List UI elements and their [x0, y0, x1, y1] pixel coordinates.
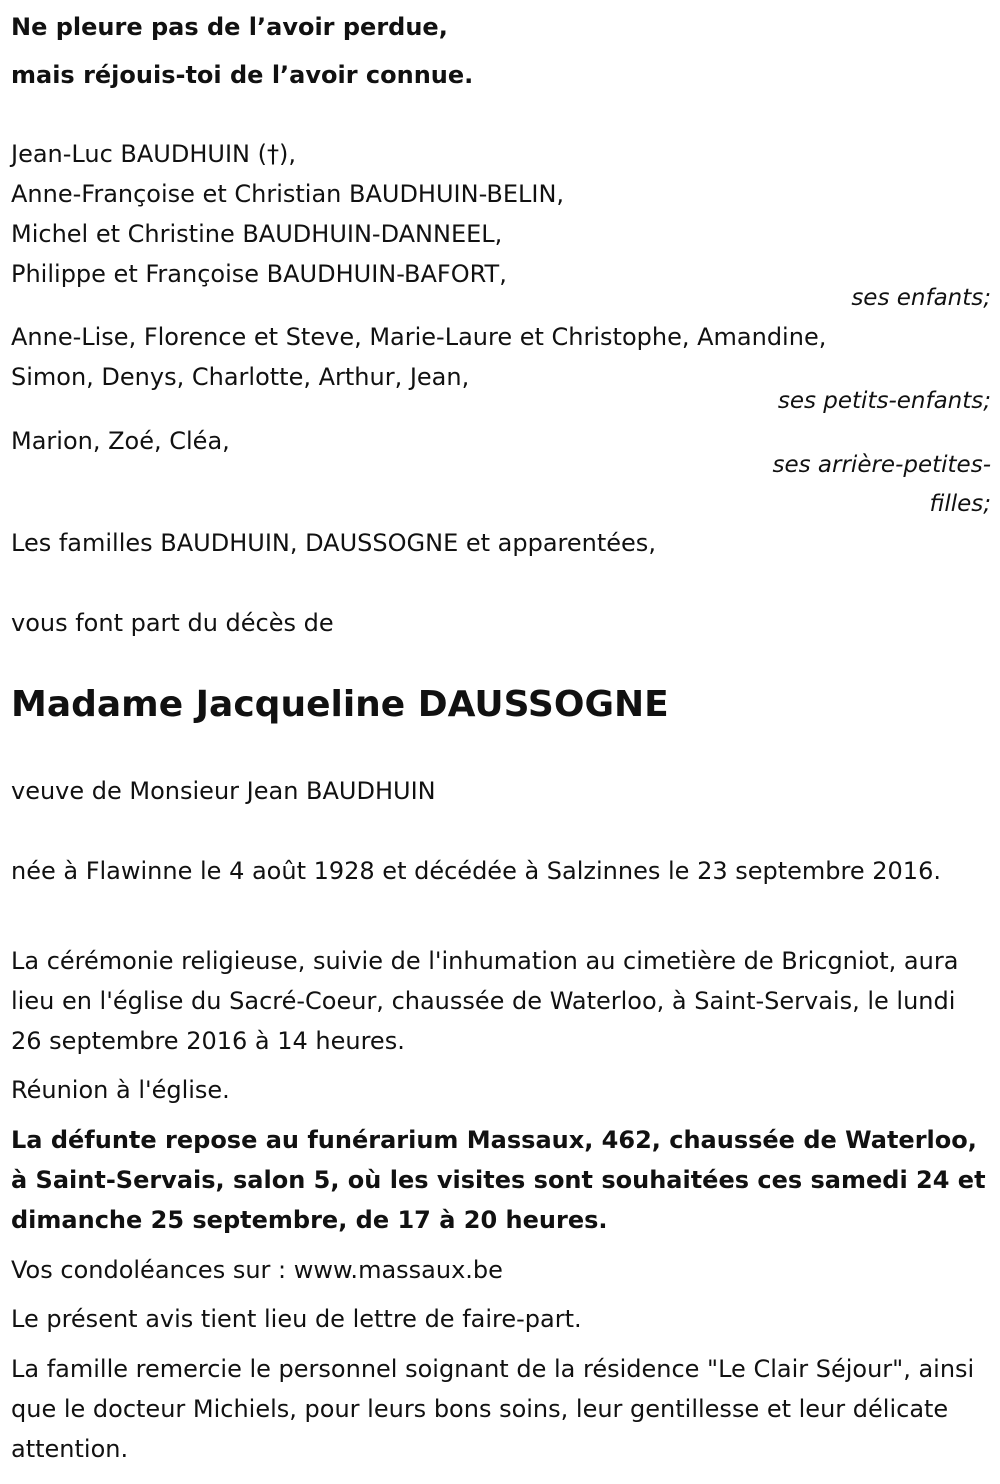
notice-line: Le présent avis tient lieu de lettre de faire-part.: [11, 1305, 582, 1333]
children-role: ses enfants;: [851, 285, 991, 311]
child-name: Michel et Christine BAUDHUIN-DANNEEL,: [11, 220, 503, 248]
great-grandchildren-role-2: filles;: [929, 491, 991, 517]
families-line: Les familles BAUDHUIN, DAUSSOGNE et apparentées,: [11, 529, 656, 557]
ceremony-paragraph: La cérémonie religieuse, suivie de l'inhumation au cimetière de Bricgniot, aura lieu en l'église du Sacré-Coeur, chaussée de Waterloo, à Saint-Servais, le lundi 26 septembre 2016 à 14 heures.: [11, 947, 959, 1055]
quote-line-2: mais réjouis-toi de l’avoir connue.: [11, 61, 474, 89]
grandchild-name: Simon, Denys, Charlotte, Arthur, Jean,: [11, 363, 470, 391]
child-name: Jean-Luc BAUDHUIN (†),: [11, 140, 296, 168]
quote-line-1: Ne pleure pas de l’avoir perdue,: [11, 13, 448, 41]
announce-line: vous font part du décès de: [11, 609, 334, 637]
condolences-line: Vos condoléances sur : www.massaux.be: [11, 1256, 503, 1284]
birth-death-paragraph: née à Flawinne le 4 août 1928 et décédée à Salzinnes le 23 septembre 2016.: [11, 857, 941, 885]
great-grandchildren-names: Marion, Zoé, Cléa,: [11, 427, 230, 455]
grandchildren-role: ses petits-enfants;: [777, 388, 991, 414]
child-name: Philippe et Françoise BAUDHUIN-BAFORT,: [11, 260, 507, 288]
funerarium-paragraph: La défunte repose au funérarium Massaux, 462, chaussée de Waterloo, à Saint-Servais, salon 5, où les visites sont souhaitées ces samedi 24 et dimanche 25 septembre, de 17 à 20 heures.: [11, 1126, 986, 1234]
meeting-line: Réunion à l'église.: [11, 1076, 230, 1104]
grandchild-name: Anne-Lise, Florence et Steve, Marie-Laure et Christophe, Amandine,: [11, 323, 827, 351]
child-name: Anne-Françoise et Christian BAUDHUIN-BELIN,: [11, 180, 565, 208]
deceased-name: Madame Jacqueline DAUSSOGNE: [11, 684, 669, 725]
thanks-paragraph: La famille remercie le personnel soignant de la résidence "Le Clair Séjour", ainsi que le docteur Michiels, pour leurs bons soins, leur gentillesse et leur délicate attention.: [11, 1355, 975, 1463]
widow-of-line: veuve de Monsieur Jean BAUDHUIN: [11, 777, 436, 805]
great-grandchildren-role-1: ses arrière-petites-: [772, 452, 991, 478]
